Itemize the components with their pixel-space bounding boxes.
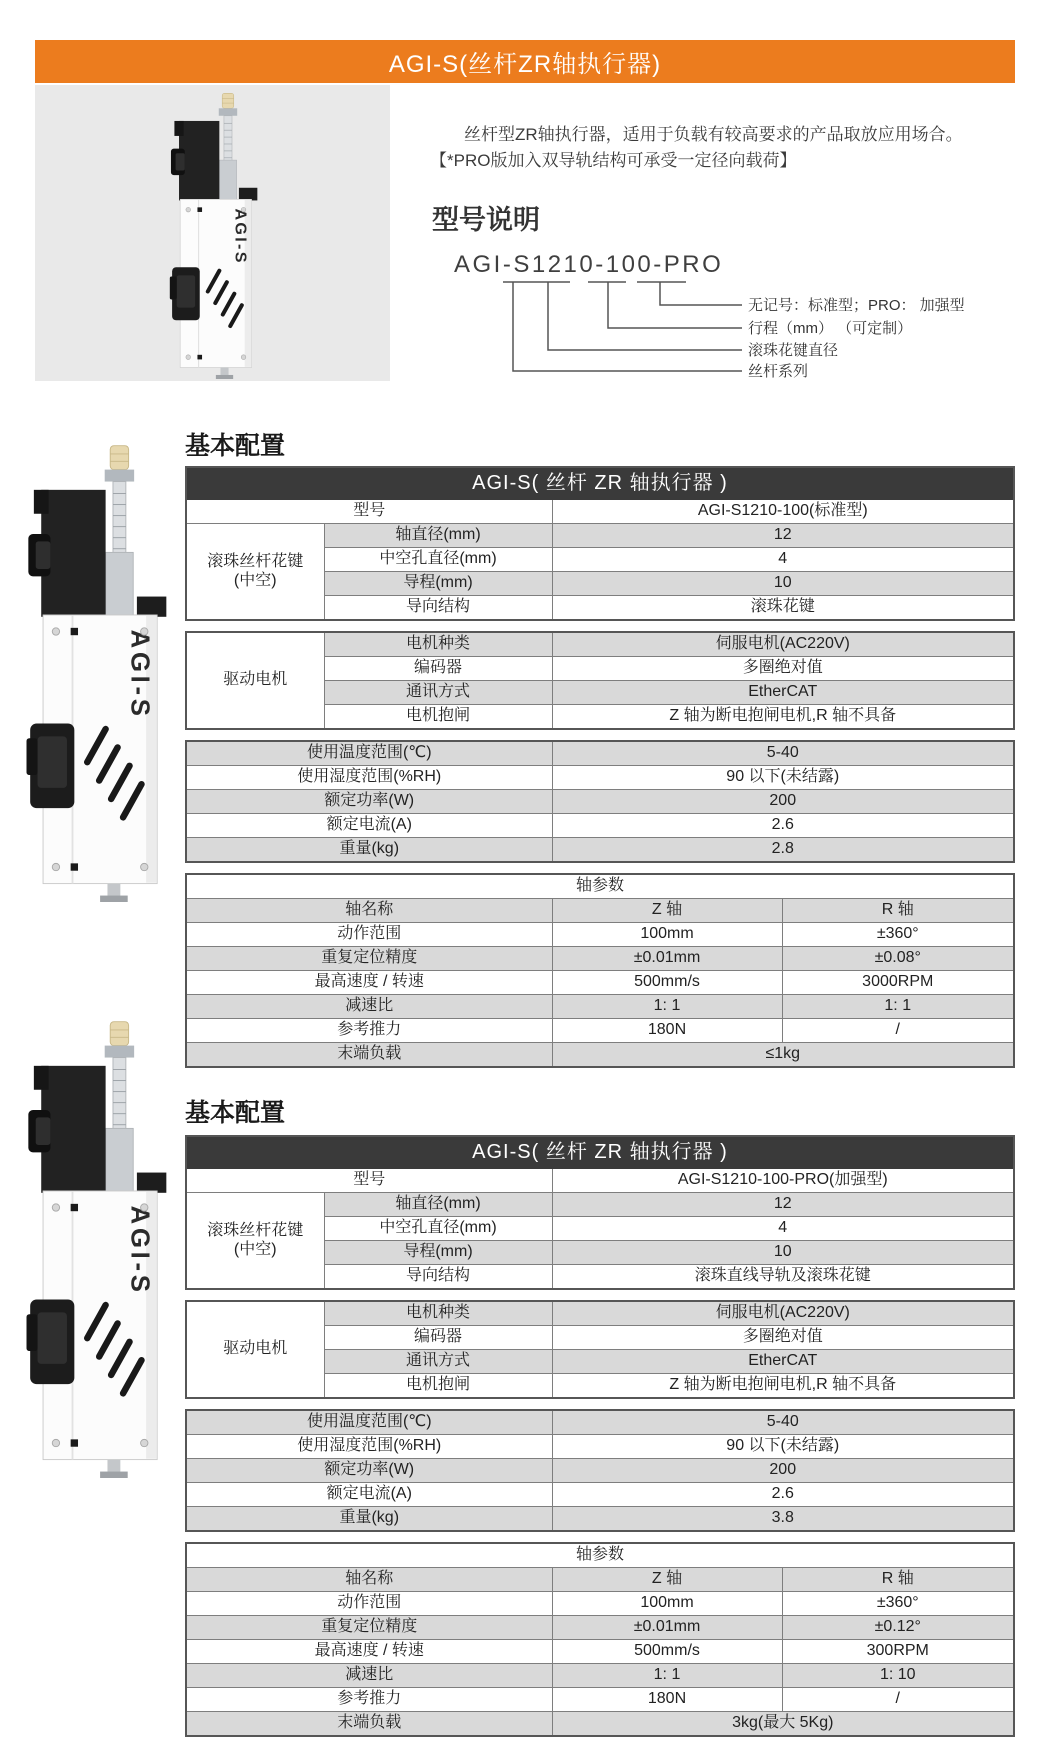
row-label: 使用温度范围(℃) <box>186 741 552 766</box>
callout-spline: 滚珠花键直径 <box>748 342 839 359</box>
row-value: Z 轴为断电抱闸电机,R 轴不具备 <box>552 705 1014 730</box>
row-label: 重量(kg) <box>186 838 552 863</box>
intro-line2: 【*PRO版加入双导轨结构可承受一定径向载荷】 <box>430 150 797 170</box>
spline-group-line2: (中空) <box>233 571 277 589</box>
section1-title: 基本配置 <box>185 432 286 460</box>
row-label: 轴直径(mm) <box>324 524 552 548</box>
r-value: / <box>782 1019 1014 1043</box>
axis-table-2 <box>185 1542 1015 1737</box>
spec-table-main-1 <box>185 466 1015 621</box>
row-value: 多圈绝对值 <box>552 1326 1014 1350</box>
row-label: 使用湿度范围(%RH) <box>186 766 552 790</box>
row-label: 导向结构 <box>324 1265 552 1290</box>
spec-table-env-1 <box>185 740 1015 863</box>
r-value: ±360° <box>782 1592 1014 1616</box>
z-value: 100mm <box>552 923 782 947</box>
callout-lines <box>503 282 742 371</box>
row-value: 12 <box>552 1193 1014 1217</box>
row-label: 重复定位精度 <box>186 1616 552 1640</box>
row-label: 重量(kg) <box>186 1507 552 1532</box>
axis-table-1 <box>185 873 1015 1068</box>
model-value: AGI-S1210-100(标准型) <box>552 500 1014 524</box>
page-banner <box>35 40 1015 83</box>
row-value: 90 以下(未结露) <box>552 766 1014 790</box>
r-value: 300RPM <box>782 1640 1014 1664</box>
row-label: 导程(mm) <box>324 572 552 596</box>
row-label: 电机抱闸 <box>324 1374 552 1399</box>
table-title: AGI-S( 丝杆 ZR 轴执行器 ) <box>186 467 1014 500</box>
section2-tables <box>185 1135 1015 1747</box>
spec-table-motor-1 <box>185 631 1015 730</box>
motor-group-cell: 驱动电机 <box>186 632 324 729</box>
model-label: 型号 <box>186 1169 552 1193</box>
callout-stroke: 行程（mm） （可定制） <box>748 320 913 337</box>
row-value: 滚珠直线导轨及滚珠花键 <box>552 1265 1014 1290</box>
row-label: 中空孔直径(mm) <box>324 548 552 572</box>
section1-tables <box>185 466 1015 1078</box>
r-value: 3000RPM <box>782 971 1014 995</box>
r-value: / <box>782 1688 1014 1712</box>
row-label: 通讯方式 <box>324 681 552 705</box>
row-value: EtherCAT <box>552 681 1014 705</box>
row-label: 中空孔直径(mm) <box>324 1217 552 1241</box>
row-value: 10 <box>552 1241 1014 1265</box>
row-value: Z 轴为断电抱闸电机,R 轴不具备 <box>552 1374 1014 1399</box>
load-label: 末端负载 <box>186 1043 552 1068</box>
row-value: 200 <box>552 790 1014 814</box>
row-label: 使用温度范围(℃) <box>186 1410 552 1435</box>
row-label: 额定功率(W) <box>186 1459 552 1483</box>
product-image-section1 <box>8 442 183 907</box>
page-title: AGI-S(丝杆ZR轴执行器) <box>388 51 662 78</box>
z-value: 500mm/s <box>552 1640 782 1664</box>
spec-table-main-2 <box>185 1135 1015 1290</box>
row-label: 额定电流(A) <box>186 814 552 838</box>
load-value: ≤1kg <box>552 1043 1014 1068</box>
row-value: 2.6 <box>552 1483 1014 1507</box>
row-label: 导程(mm) <box>324 1241 552 1265</box>
spline-group-line1: 滚珠丝杆花键 <box>207 553 304 571</box>
model-label: 型号 <box>186 500 552 524</box>
load-value: 3kg(最大 5Kg) <box>552 1712 1014 1737</box>
callout-series: 丝杆系列 <box>748 363 809 380</box>
row-label: 导向结构 <box>324 596 552 621</box>
row-label: 最高速度 / 转速 <box>186 971 552 995</box>
model-value: AGI-S1210-100-PRO(加强型) <box>552 1169 1014 1193</box>
z-value: 180N <box>552 1688 782 1712</box>
row-value: 200 <box>552 1459 1014 1483</box>
row-label: 参考推力 <box>186 1688 552 1712</box>
axis-r-label: R 轴 <box>782 1568 1014 1592</box>
row-label: 重复定位精度 <box>186 947 552 971</box>
row-value: 5-40 <box>552 741 1014 766</box>
z-value: 180N <box>552 1019 782 1043</box>
load-label: 末端负载 <box>186 1712 552 1737</box>
row-value: EtherCAT <box>552 1350 1014 1374</box>
row-value: 4 <box>552 548 1014 572</box>
row-label: 减速比 <box>186 1664 552 1688</box>
z-value: 500mm/s <box>552 971 782 995</box>
model-heading: 型号说明 <box>432 205 540 235</box>
z-value: 100mm <box>552 1592 782 1616</box>
intro-line1: 丝杆型ZR轴执行器，适用于负载有较高要求的产品取放应用场合。 <box>464 125 963 144</box>
r-value: ±0.08° <box>782 947 1014 971</box>
row-label: 额定功率(W) <box>186 790 552 814</box>
row-value: 90 以下(未结露) <box>552 1435 1014 1459</box>
section2-title: 基本配置 <box>185 1099 286 1127</box>
row-value: 伺服电机(AC220V) <box>552 1301 1014 1326</box>
axis-r-label: R 轴 <box>782 899 1014 923</box>
row-value: 10 <box>552 572 1014 596</box>
z-value: 1: 1 <box>552 995 782 1019</box>
intro-description <box>430 122 1016 173</box>
row-label: 编码器 <box>324 657 552 681</box>
spline-group-cell <box>186 1193 324 1290</box>
r-value: 1: 10 <box>782 1664 1014 1688</box>
axis-table-title: 轴参数 <box>186 874 1014 899</box>
row-value: 2.6 <box>552 814 1014 838</box>
spline-group-line1: 滚珠丝杆花键 <box>207 1222 304 1240</box>
r-value: ±360° <box>782 923 1014 947</box>
row-label: 电机种类 <box>324 632 552 657</box>
motor-group-cell: 驱动电机 <box>186 1301 324 1398</box>
spec-table-env-2 <box>185 1409 1015 1532</box>
row-label: 参考推力 <box>186 1019 552 1043</box>
axis-name-label: 轴名称 <box>186 1568 552 1592</box>
row-label: 使用湿度范围(%RH) <box>186 1435 552 1459</box>
z-value: 1: 1 <box>552 1664 782 1688</box>
z-value: ±0.01mm <box>552 947 782 971</box>
row-value: 滚珠花键 <box>552 596 1014 621</box>
r-value: 1: 1 <box>782 995 1014 1019</box>
model-number-diagram <box>430 238 1016 390</box>
axis-name-label: 轴名称 <box>186 899 552 923</box>
product-image <box>157 91 269 379</box>
axis-z-label: Z 轴 <box>552 1568 782 1592</box>
row-value: 5-40 <box>552 1410 1014 1435</box>
row-value: 伺服电机(AC220V) <box>552 632 1014 657</box>
row-label: 额定电流(A) <box>186 1483 552 1507</box>
axis-z-label: Z 轴 <box>552 899 782 923</box>
r-value: ±0.12° <box>782 1616 1014 1640</box>
hero-image-box <box>35 85 390 381</box>
z-value: ±0.01mm <box>552 1616 782 1640</box>
row-label: 通讯方式 <box>324 1350 552 1374</box>
spline-group-line2: (中空) <box>233 1240 277 1258</box>
row-label: 动作范围 <box>186 923 552 947</box>
axis-table-title: 轴参数 <box>186 1543 1014 1568</box>
row-label: 电机种类 <box>324 1301 552 1326</box>
table-title: AGI-S( 丝杆 ZR 轴执行器 ) <box>186 1136 1014 1169</box>
model-code: AGI-S1210-100-PRO <box>454 251 724 278</box>
row-value: 12 <box>552 524 1014 548</box>
row-value: 2.8 <box>552 838 1014 863</box>
callout-type: 无记号：标准型；PRO： 加强型 <box>748 297 965 314</box>
row-label: 减速比 <box>186 995 552 1019</box>
row-value: 4 <box>552 1217 1014 1241</box>
row-value: 多圈绝对值 <box>552 657 1014 681</box>
row-label: 动作范围 <box>186 1592 552 1616</box>
product-image-section2 <box>8 1018 183 1483</box>
row-value: 3.8 <box>552 1507 1014 1532</box>
spec-table-motor-2 <box>185 1300 1015 1399</box>
spline-group-cell <box>186 524 324 621</box>
row-label: 电机抱闸 <box>324 705 552 730</box>
row-label: 编码器 <box>324 1326 552 1350</box>
row-label: 轴直径(mm) <box>324 1193 552 1217</box>
row-label: 最高速度 / 转速 <box>186 1640 552 1664</box>
